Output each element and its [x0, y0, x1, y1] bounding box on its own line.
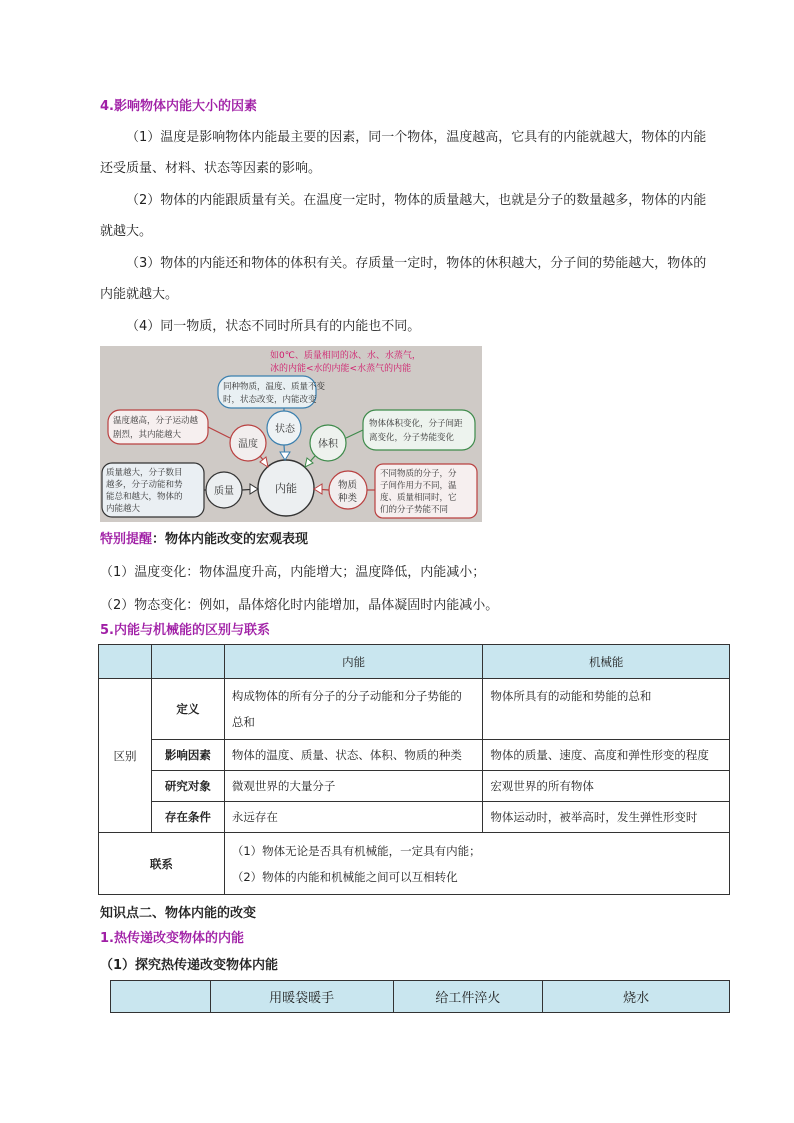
reminder-item-1: （1）温度变化：物体温度升高，内能增大；温度降低，内能减小；: [100, 565, 486, 580]
group-difference-label: 区别: [99, 679, 152, 833]
paragraph-4: [100, 311, 725, 342]
volume-node-label: 体积: [318, 439, 338, 450]
substance-kind-info-line1: 不同物质的分子，分: [380, 469, 457, 479]
relation-line1: （1）物体无论是否具有机械能，一定具有内能；: [231, 843, 481, 858]
condition-mechanical: 物体运动时，被举高时，发生弹性形变时: [483, 802, 730, 833]
table-row: [99, 740, 730, 771]
arrowhead-state: [280, 452, 290, 460]
paragraph-1: [100, 122, 725, 184]
object-internal: 微观世界的大量分子: [224, 771, 483, 802]
header-quenching: 给工件淬火: [393, 981, 543, 1013]
arrowhead-kind: [314, 484, 322, 494]
connector-temp-box: [208, 427, 230, 438]
state-info-line1: 同种物质，温度、质量不变: [223, 382, 326, 392]
object-mechanical: 宏观世界的所有物体: [483, 771, 730, 802]
section4-title: 4.影响物体内能大小的因素: [100, 99, 257, 114]
connector-volume-box: [346, 430, 363, 438]
substance-kind-label2: 种类: [338, 493, 358, 504]
mass-info-line3: 能总和越大，物体的: [106, 492, 183, 502]
table-row: [99, 802, 730, 833]
volume-info-box: [363, 410, 475, 450]
header-empty: [111, 981, 211, 1013]
reminder-item-2: （2）物态变化：例如，晶体熔化时内能增加，晶体凝固时内能减小。: [100, 598, 499, 613]
row-label-object: 研究对象: [151, 771, 224, 802]
temperature-info-line2: 剧烈，其内能越大: [113, 430, 182, 440]
diagram-note-line1: 如0℃、质量相同的冰、水、水蒸气，: [270, 351, 421, 361]
row-label-definition: 定义: [151, 679, 224, 740]
paragraph-3: [100, 248, 725, 310]
temperature-node-label: 温度: [238, 439, 258, 450]
internal-energy-diagram: [100, 346, 482, 522]
header-internal-energy: 内能: [224, 645, 483, 679]
table-row: [99, 833, 730, 895]
table-row: [99, 771, 730, 802]
reminder-title: ：物体内能改变的宏观表现: [152, 532, 309, 547]
volume-info-line1: 物体体积变化，分子间距: [369, 419, 463, 429]
factors-internal: 物体的温度、质量、状态、体积、物质的种类: [224, 740, 483, 771]
mass-info-line1: 质量越大，分子数目: [106, 468, 183, 478]
table-row: [99, 679, 730, 740]
definition-internal: [224, 679, 483, 740]
factors-mechanical: 物体的质量、速度、高度和弹性形变的程度: [483, 740, 730, 771]
substance-kind-info-line4: 们的分子势能不同: [380, 505, 449, 515]
header-mechanical-energy: 机械能: [483, 645, 730, 679]
temperature-info-line1: 温度越高，分子运动越: [113, 416, 199, 426]
substance-kind-info-line3: 度、质量相同时，它: [380, 493, 457, 503]
volume-info-line2: 离变化，分子势能变化: [369, 433, 455, 443]
row-label-relation: 联系: [99, 833, 225, 895]
center-node-label: 内能: [275, 482, 297, 495]
state-node-label: 状态: [275, 424, 295, 435]
reminder-label: 特别提醒: [100, 532, 153, 547]
relation-line2: （2）物体的内能和机械能之间可以互相转化: [231, 869, 458, 884]
paragraph-1-line1: （1）温度是影响物体内能最主要的因素，同一个物体，温度越高，它具有的内能就越大，物体的内能: [126, 130, 707, 145]
table-header-row: [99, 645, 730, 679]
row-label-condition: 存在条件: [151, 802, 224, 833]
definition-internal-line1: 构成物体的所有分子的分子动能和分子势能的: [231, 689, 462, 703]
mass-node-label: 质量: [214, 486, 234, 497]
heat-transfer-heading: 1.热传递改变物体的内能: [100, 931, 244, 946]
mass-info-line2: 越多，分子动能和势: [106, 480, 183, 490]
paragraph-1-line2: 还受质量、材料、状态等因素的影响。: [100, 161, 322, 176]
comparison-table: [98, 644, 730, 895]
reminder-heading: [100, 528, 308, 547]
relation-content: [224, 833, 729, 895]
table-header-row: [111, 981, 730, 1013]
condition-internal: 永远存在: [224, 802, 483, 833]
knowledge-point-2-title: 知识点二、物体内能的改变: [100, 906, 257, 921]
arrowhead-mass: [250, 484, 258, 494]
paragraph-4-line1: （4）同一物质，状态不同时所具有的内能也不同。: [126, 319, 421, 334]
row-label-factors: 影响因素: [151, 740, 224, 771]
paragraph-2-line2: 就越大。: [100, 224, 153, 239]
diagram-note-line2: 冰的内能<水的内能<水蒸气的内能: [270, 364, 412, 374]
state-info-line2: 时，状态改变，内能改变: [223, 395, 317, 405]
header-hand-warmer: 用暖袋暖手: [210, 981, 393, 1013]
substance-kind-info-line2: 子间作用力不同，温: [380, 481, 457, 491]
paragraph-3-line1: （3）物体的内能还和物体的体积有关。存质量一定时，物体的休积越大，分子间的势能越大，物体的: [126, 256, 707, 271]
substance-kind-label1: 物质: [338, 480, 358, 491]
definition-mechanical: 物体所具有的动能和势能的总和: [483, 679, 730, 740]
paragraph-2-line1: （2）物体的内能跟质量有关。在温度一定时，物体的质量越大，也就是分子的数量越多，物体的内能: [126, 193, 707, 208]
header-empty-1: [99, 645, 152, 679]
arrowhead-temp: [260, 457, 268, 467]
heat-transfer-table: [110, 980, 730, 1013]
header-empty-2: [151, 645, 224, 679]
header-boiling-water: 烧水: [543, 981, 730, 1013]
paragraph-3-line2: 内能就越大。: [100, 287, 179, 302]
mass-info-line4: 内能越大: [106, 504, 141, 514]
explore-heading: （1）探究热传递改变物体内能: [100, 958, 279, 973]
paragraph-2: [100, 185, 725, 247]
section5-title: 5.内能与机械能的区别与联系: [100, 623, 270, 638]
definition-internal-line2: 总和: [231, 715, 255, 729]
